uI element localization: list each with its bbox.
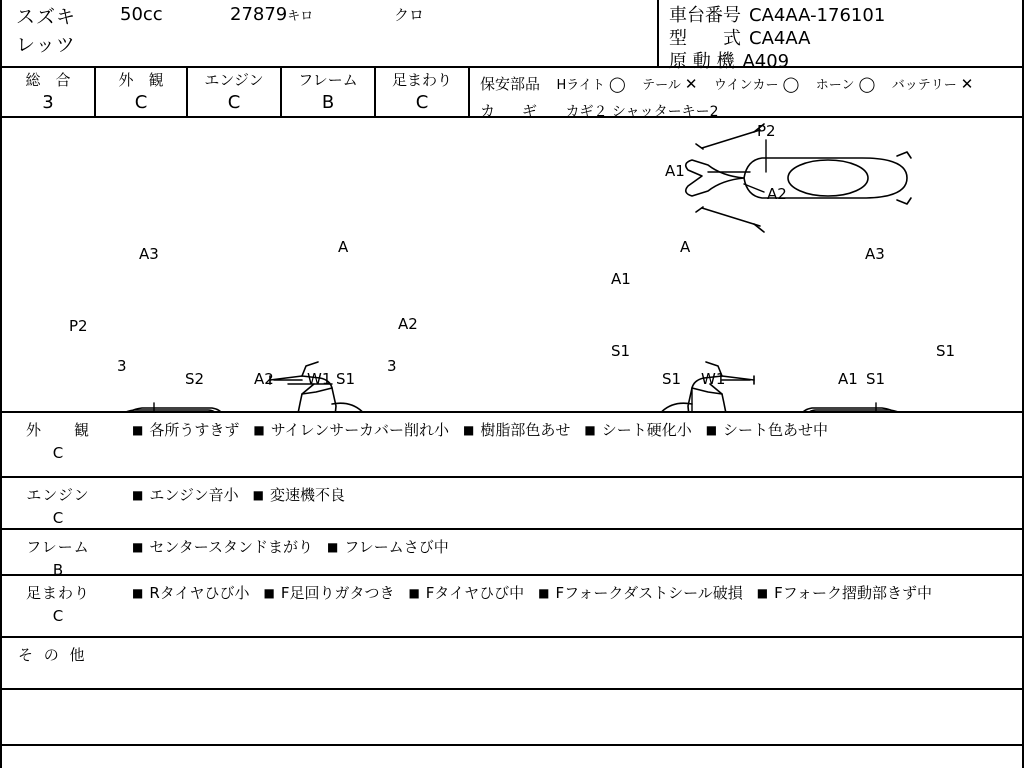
condition-item-text: 変速機不良 [269,486,345,504]
condition-items-other [88,638,1022,688]
condition-item-text: 樹脂部色あせ [480,421,571,439]
condition-row-suspension [2,576,1022,638]
diagram-svg [2,118,1022,411]
bullet-square-icon: ■ [132,423,144,437]
condition-item [253,486,359,504]
bullet-square-icon: ■ [327,540,339,554]
condition-item-text: Rタイヤひび小 [149,584,250,602]
label-left-p2: P2 [69,317,88,335]
label-top-a1: A1 [665,162,685,180]
condition-item [132,538,327,556]
mileage [230,4,313,25]
condition-row-exterior [2,413,1022,478]
label-right-a1: A1 [611,270,631,288]
bullet-square-icon: ■ [584,423,596,437]
label-right-s1-right: S1 [936,342,956,360]
body-color: クロ [394,6,425,24]
condition-item-text: サイレンサーカバー削れ小 [270,421,449,439]
condition-item-text: 各所うすきず [149,421,240,439]
condition-name-other: そ の 他 [18,646,88,664]
mileage-unit: キロ [287,9,314,24]
label-left-3-front: 3 [387,357,397,375]
displacement: 50cc [120,4,163,25]
equipment-item-battery: バッテリー [891,78,957,93]
condition-item-text: Fフォークダストシール破損 [555,584,743,602]
grade-engine-value: C [227,92,241,113]
equipment-mark-battery: ✕ [960,75,974,93]
bullet-square-icon: ■ [253,423,265,437]
label-left-3-rear: 3 [117,357,127,375]
grade-suspension-value: C [415,92,429,113]
label-left-a3: A3 [139,245,159,263]
mileage-value: 27879 [230,4,288,25]
condition-name-suspension: 足まわり [25,584,90,602]
grade-suspension-label: 足まわり [391,71,452,89]
condition-items-suspension [114,576,1022,636]
label-right-a3: A3 [865,245,885,263]
condition-items-engine [114,478,1022,528]
condition-item-text: シート色あせ中 [723,421,829,439]
condition-label-other [2,638,88,688]
condition-item-text: エンジン音小 [149,486,239,504]
condition-name-exterior: 外 観 [25,421,90,439]
grade-total-label: 総 合 [25,71,71,89]
keys-label: カ ギ [480,102,544,120]
bottom-blank-row [2,690,1022,746]
bullet-square-icon: ■ [132,488,144,502]
grade-exterior [96,68,188,116]
condition-item [132,486,253,504]
header-section [2,0,1022,72]
engine-value: A409 [742,51,790,72]
label-right-s1-mid: S1 [611,342,631,360]
condition-item [132,584,263,602]
condition-row-frame [2,530,1022,579]
grade-exterior-value: C [134,92,148,113]
condition-item-text: フレームさび中 [344,538,449,556]
condition-item-text: F足回りガタつき [280,584,395,602]
equipment-mark-winker: ◯ [782,75,800,93]
condition-item [706,421,842,439]
label-left-a2: A2 [254,370,274,388]
top-view-scooter [686,124,911,232]
bullet-square-icon: ■ [132,540,144,554]
bullet-square-icon: ■ [705,423,718,437]
bullet-square-icon: ■ [408,586,420,600]
condition-name-engine: エンジン [26,486,90,504]
condition-item [463,421,584,439]
grades-row [2,68,1022,118]
maker-name: スズキ [16,6,77,28]
condition-grade-frame: B [52,561,64,579]
equipment-row-keys [470,94,1022,121]
header-vehicle-ids [657,0,1022,72]
grade-total [2,68,96,116]
equipment-item-horn: ホーン [815,78,855,93]
equipment-row-safety [470,68,1022,94]
condition-grade-suspension: C [52,607,64,625]
condition-item [263,584,408,602]
label-right-a1-rear: A1 [838,370,858,388]
condition-label-engine [2,478,114,528]
label-left-a2-front: A2 [398,315,418,333]
grade-total-value: 3 [42,92,54,113]
condition-items-frame [114,530,1022,574]
bullet-square-icon: ■ [756,586,769,600]
condition-item [757,584,946,602]
label-right-w1: W1 [701,370,726,388]
grade-engine-label: エンジン [204,71,264,89]
condition-grade-engine: C [52,509,64,527]
grade-exterior-label: 外 観 [118,71,164,89]
label-top-p2: P2 [757,122,776,140]
condition-item [327,538,463,556]
condition-item [584,421,705,439]
equipment-mark-headlight: ◯ [608,75,626,93]
grade-suspension [376,68,470,116]
equipment-section [470,68,1022,120]
engine-label: 原 動 機 [669,51,735,72]
condition-item-text: センタースタンドまがり [149,538,313,556]
header-vehicle-basic [2,0,657,66]
condition-item [538,584,757,602]
equipment-item-winker: ウインカー [713,78,779,93]
label-left-w1: W1 [307,370,332,388]
type-value: CA4AA [749,28,811,49]
bullet-square-icon: ■ [132,586,144,600]
condition-label-exterior [2,413,114,476]
condition-item-text: Fフォーク摺動部きず中 [774,584,932,602]
condition-item-text: シート硬化小 [601,421,692,439]
frame-number-label: 車台番号 [669,5,741,26]
condition-label-suspension [2,576,114,636]
type-label: 型 式 [669,28,741,49]
bullet-square-icon: ■ [462,423,475,437]
damage-diagram [2,118,1022,413]
model-name: レッツ [16,34,76,56]
label-right-s1-front: S1 [662,370,682,388]
label-left-a: A [338,238,349,256]
label-top-a2: A2 [767,185,787,203]
condition-item-text: Fタイヤひび中 [425,584,525,602]
equipment-item-headlight: Hライト [556,78,605,93]
equipment-item-tail: テール [642,78,681,93]
condition-name-frame: フレーム [26,538,90,556]
equipment-mark-horn: ◯ [858,75,876,93]
grade-frame-label: フレーム [298,71,358,89]
condition-row-engine [2,478,1022,530]
label-left-s2: S2 [185,370,205,388]
equipment-label: 保安部品 [480,75,541,93]
condition-label-frame [2,530,114,579]
condition-row-other [2,638,1022,690]
condition-items-exterior [114,413,1022,476]
condition-grade-exterior: C [52,444,64,462]
frame-number-value: CA4AA-176101 [749,5,886,26]
condition-item [253,421,463,439]
grade-frame [282,68,376,116]
bullet-square-icon: ■ [263,586,275,600]
label-right-s1-rear: S1 [866,370,886,388]
keys-value: カギ２ シャッターキー2 [565,104,719,120]
condition-item [408,584,538,602]
grade-frame-value: B [321,92,335,113]
bullet-square-icon: ■ [538,586,550,600]
grade-engine [188,68,282,116]
bullet-square-icon: ■ [252,488,264,502]
condition-item [132,421,253,439]
label-left-s1: S1 [336,370,356,388]
equipment-mark-tail: ✕ [684,75,698,93]
label-right-a: A [680,238,691,256]
